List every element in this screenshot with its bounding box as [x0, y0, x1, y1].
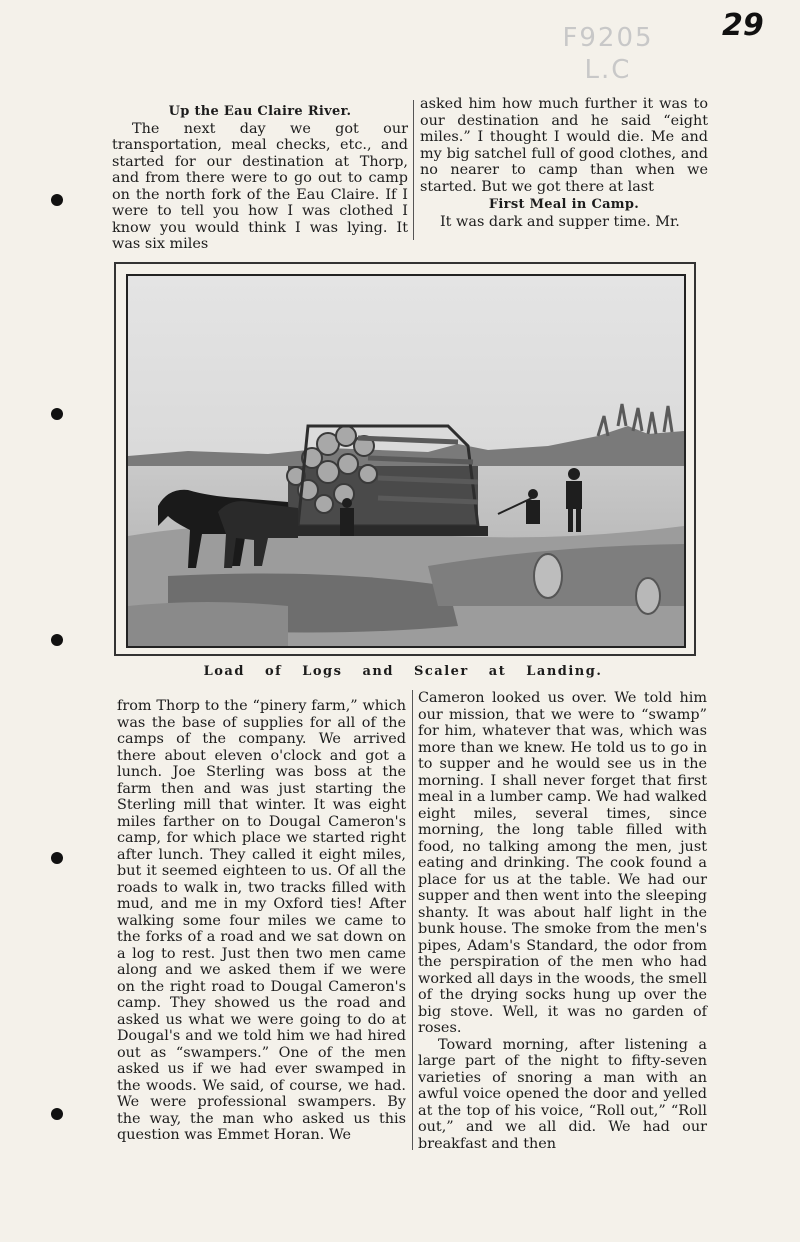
page-number: 29	[722, 8, 764, 43]
archive-stamp	[548, 22, 668, 86]
logging-photo	[126, 274, 686, 648]
column-divider	[412, 690, 413, 1150]
photo-caption: Load of Logs and Scaler at Landing.	[203, 664, 603, 679]
headline-eau-claire: Up the Eau Claire River.	[168, 104, 352, 119]
paragraph: It was dark and supper time. Mr.	[440, 213, 680, 230]
paragraph: Toward morning, after listening a large part of the night to fifty-seven varieties of snoring a man with an awful voice opened the door and yelled at the top of his voice, “Roll out,” “Roll out,” and we all did. We had our breakfast and then	[418, 1036, 707, 1152]
binder-hole	[51, 194, 63, 206]
binder-hole	[51, 852, 63, 864]
subheading-first-meal: First Meal in Camp.	[488, 197, 640, 212]
paragraph: The next day we got our transportation, meal checks, etc., and started for our destination at Thorp, and from there were to go out to camp on the north fork of the Eau Claire. If I were to tell you how I was clothed I know you would think I was lying. It was six miles	[112, 120, 408, 252]
article-top-left-column	[112, 104, 408, 253]
photo-illustration	[128, 276, 684, 646]
article-bottom-right-column	[418, 690, 707, 1152]
archive-stamp-line-1: F9205	[562, 23, 654, 53]
paragraph: asked him how much further it was to our destination and he said “eight miles.” I thought I would die. Me and my big satchel full of good clothes, and no nearer to camp than when we started. But we got there at last	[420, 96, 708, 195]
photo-frame	[114, 262, 696, 656]
column-divider	[413, 100, 414, 240]
binder-hole	[51, 634, 63, 646]
paragraph: Cameron looked us over. We told him our mission, that we were to “swamp” for him, whatever that was, which was more than we knew. He told us to go in to supper and he would see us in the morning. I shall never forget that first meal in a lumber camp. We had walked eight miles, several times, since morning, the long table filled with food, no talking among the men, just eating and drinking. The cook found a place for us at the table. We had our supper and then went into the sleeping shanty. It was about half light in the bunk house. The smoke from the men's pipes, Adam's Standard, the odor from the perspiration of the men who had worked all days in the woods, the smell of the drying socks hung up over the big stove. Well, it was no garden of roses.	[418, 690, 707, 1036]
binder-hole	[51, 1108, 63, 1120]
article-bottom-left-column	[117, 698, 406, 1144]
article-top-right-column	[420, 96, 708, 230]
paragraph: from Thorp to the “pinery farm,” which was the base of supplies for all of the camps of the company. We arrived there about eleven o'clock and got a lunch. Joe Sterling was boss at the farm then and was just starting the Sterling mill that winter. It was eight miles farther on to Dougal Cameron's camp, for which place we started right after lunch. They called it eight miles, but it seemed eighteen to us. Of all the roads to walk in, two tracks filled with mud, and me in my Oxford ties! After walking some four miles we came to the forks of a road and we sat down on a log to rest. Just then two men came along and we asked them if we were on the right road to Dougal Cameron's camp. They showed us the road and asked us what we were going to do at Dougal's and we told him we had hired out as “swampers.” One of the men asked us if we had ever swamped in the woods. We said, of course, we had. We were professional swampers. By the way, the man who asked us this question was Emmet Horan. We	[117, 698, 406, 1143]
archive-stamp-line-2: L.C	[584, 55, 632, 85]
binder-hole	[51, 408, 63, 420]
